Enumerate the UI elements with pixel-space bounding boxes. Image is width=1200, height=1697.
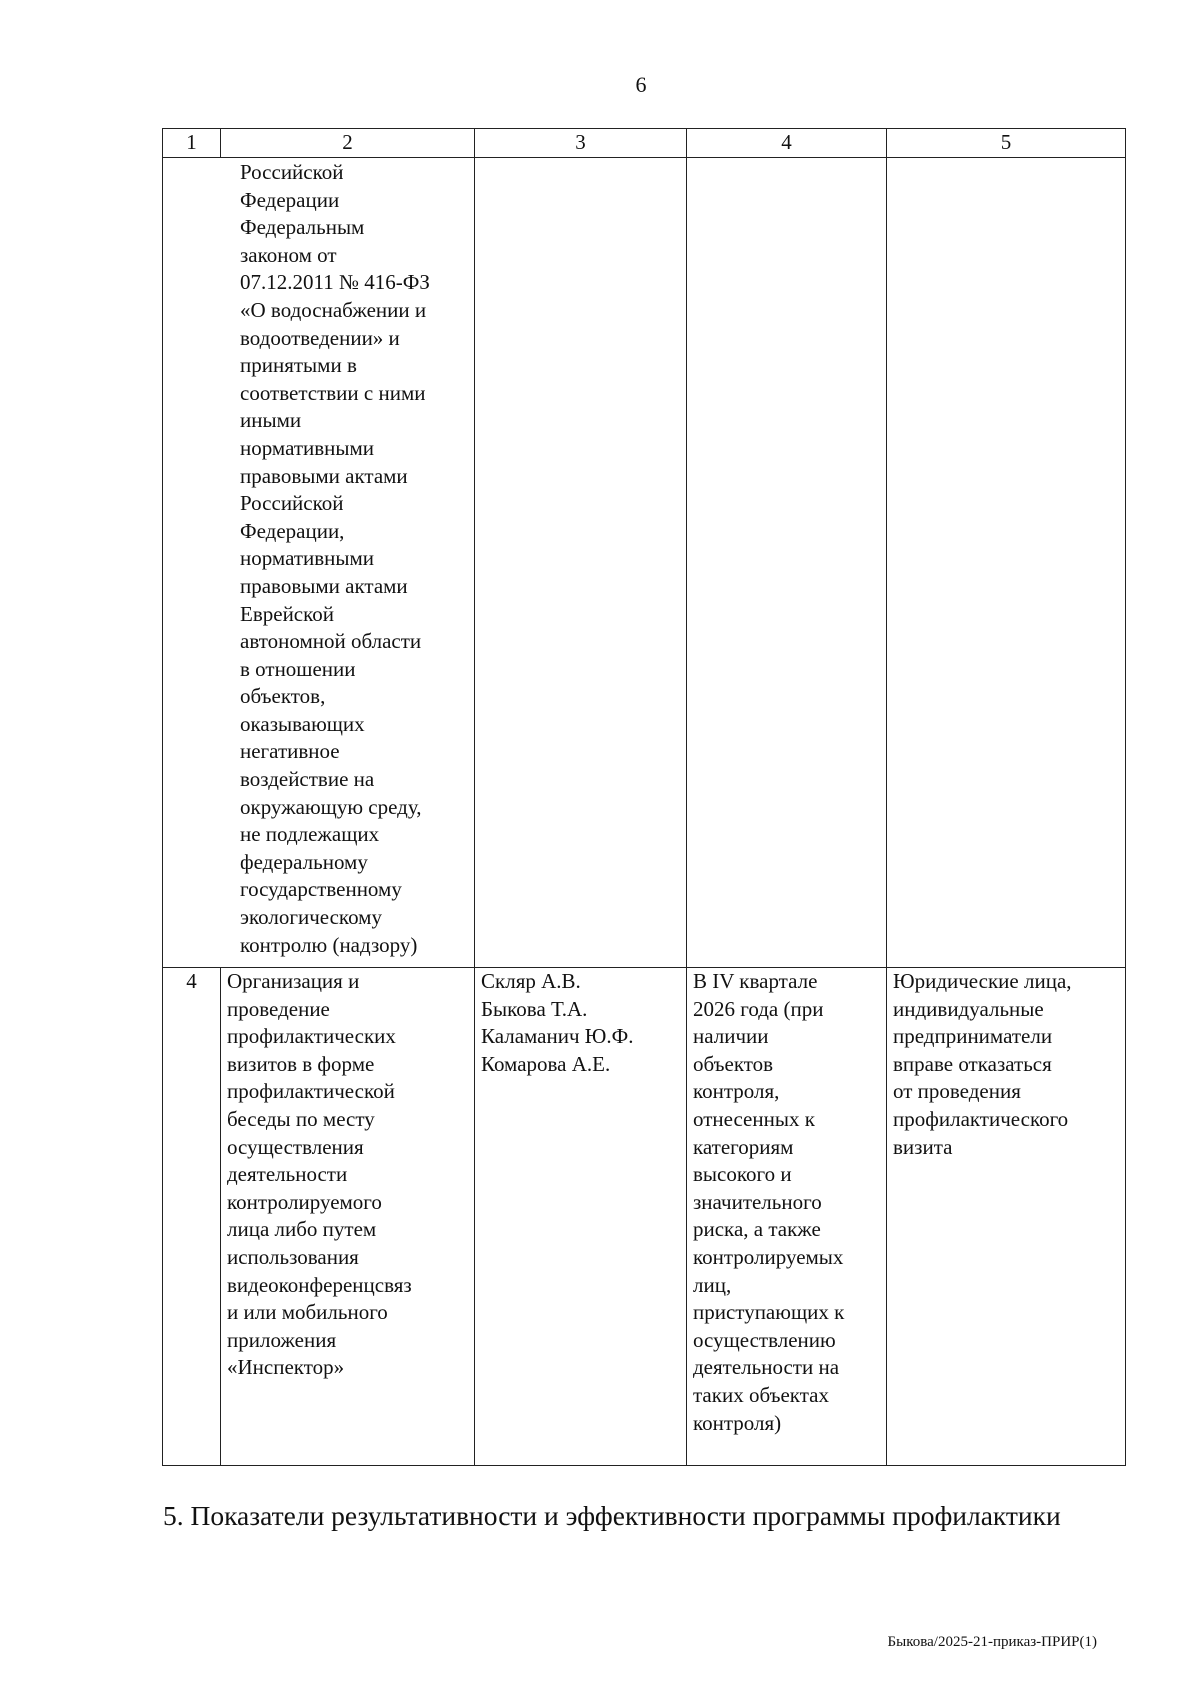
text-line: объектов xyxy=(693,1051,774,1076)
activities-table xyxy=(162,128,1126,1466)
text-line: нормативными xyxy=(240,435,375,460)
text-line: контролируемого xyxy=(227,1189,382,1214)
text-line: отнесенных к xyxy=(693,1106,815,1131)
text-line: приступающих к xyxy=(693,1300,845,1325)
continuation-empty-cell-3 xyxy=(475,158,687,968)
text-line: 07.12.2011 № 416-ФЗ xyxy=(240,270,430,295)
text-line: правовыми актами xyxy=(240,463,408,488)
text-line: Российской xyxy=(240,491,344,516)
text-line: визита xyxy=(893,1134,953,1159)
continuation-text xyxy=(240,159,470,959)
text-line: федеральному xyxy=(240,849,368,874)
continuation-empty-cell-5 xyxy=(887,158,1126,968)
text-line: Российской xyxy=(240,160,344,184)
text-line: приложения xyxy=(227,1327,337,1352)
text-line: от проведения xyxy=(893,1079,1021,1104)
text-line: и или мобильного xyxy=(227,1300,388,1325)
text-line: в отношении xyxy=(240,656,356,681)
text-line: Юридические лица, xyxy=(893,969,1072,993)
responsible-cell xyxy=(475,968,687,1466)
text-line: принятыми в xyxy=(240,353,357,378)
text-line: Федерации, xyxy=(240,518,345,543)
text-line: осуществлению xyxy=(693,1327,836,1352)
column-header-4: 4 xyxy=(687,129,887,158)
text-line: объектов, xyxy=(240,684,326,709)
text-line: вправе отказаться xyxy=(893,1051,1052,1076)
text-line: проведение xyxy=(227,996,330,1021)
text-line: индивидуальные xyxy=(893,996,1044,1021)
text-line: значительного xyxy=(693,1189,822,1214)
row-number: 4 xyxy=(163,968,221,1466)
note-cell xyxy=(887,968,1126,1466)
text-line: нормативными xyxy=(240,546,375,571)
text-line: 2026 года (при xyxy=(693,996,824,1021)
text-line: лица либо путем xyxy=(227,1217,377,1242)
text-line: соответствии с ними xyxy=(240,380,426,405)
text-line: Еврейской xyxy=(240,601,334,626)
deadline-cell xyxy=(687,968,887,1466)
continuation-text-cell xyxy=(163,158,475,968)
text-line: В IV квартале xyxy=(693,969,818,993)
text-line: наличии xyxy=(693,1024,769,1049)
text-line: водоотведении» и xyxy=(240,325,400,350)
table-header-row xyxy=(163,129,1126,158)
text-line: риска, а также xyxy=(693,1217,821,1242)
text-line: не подлежащих xyxy=(240,822,380,847)
text-line: экологическому xyxy=(240,905,382,930)
text-line: контролю (надзору) xyxy=(240,932,418,957)
text-line: Комарова А.Е. xyxy=(481,1051,611,1076)
text-line: «О водоснабжении и xyxy=(240,297,427,322)
text-line: профилактических xyxy=(227,1024,396,1049)
text-line: Федеральным xyxy=(240,215,365,240)
text-line: государственному xyxy=(240,877,402,902)
text-line: профилактической xyxy=(227,1079,395,1104)
text-line: Быкова Т.А. xyxy=(481,996,588,1021)
text-line: видеоконференцсвяз xyxy=(227,1272,412,1297)
deadline-text xyxy=(693,968,880,1437)
responsible-text xyxy=(481,968,680,1078)
text-line: контролируемых xyxy=(693,1244,844,1269)
text-line: профилактического xyxy=(893,1106,1069,1131)
activity-cell xyxy=(221,968,475,1466)
column-header-5: 5 xyxy=(887,129,1126,158)
text-line: Организация и xyxy=(227,969,360,993)
footer-reference: Быкова/2025-21-приказ-ПРИР(1) xyxy=(887,1634,1097,1650)
note-text xyxy=(893,968,1119,1161)
activity-text xyxy=(227,968,468,1382)
table-row-continuation xyxy=(163,158,1126,968)
section-heading: 5. Показатели результативности и эффективности программы профилактики xyxy=(163,1500,1061,1531)
text-line: высокого и xyxy=(693,1162,792,1187)
text-line: Каламанич Ю.Ф. xyxy=(481,1024,634,1049)
text-line: деятельности на xyxy=(693,1355,840,1380)
text-line: лиц, xyxy=(693,1272,732,1297)
text-line: категориям xyxy=(693,1134,794,1159)
text-line: Федерации xyxy=(240,187,340,212)
text-line: визитов в форме xyxy=(227,1051,375,1076)
text-line: контроля) xyxy=(693,1410,782,1435)
text-line: деятельности xyxy=(227,1162,348,1187)
page-number: 6 xyxy=(635,72,647,97)
text-line: беседы по месту xyxy=(227,1106,375,1131)
column-header-1: 1 xyxy=(163,129,221,158)
text-line: использования xyxy=(227,1244,359,1269)
text-line: контроля, xyxy=(693,1079,780,1104)
text-line: окружающую среду, xyxy=(240,794,422,819)
text-line: иными xyxy=(240,408,302,433)
text-line: законом от xyxy=(240,242,337,267)
text-line: таких объектах xyxy=(693,1382,829,1407)
text-line: Скляр А.В. xyxy=(481,969,581,993)
column-header-2: 2 xyxy=(221,129,475,158)
text-line: воздействие на xyxy=(240,767,375,792)
column-header-3: 3 xyxy=(475,129,687,158)
text-line: «Инспектор» xyxy=(227,1355,345,1380)
text-line: правовыми актами xyxy=(240,573,408,598)
table-row-4 xyxy=(163,968,1126,1466)
text-line: оказывающих xyxy=(240,711,365,736)
text-line: автономной области xyxy=(240,629,422,654)
text-line: предприниматели xyxy=(893,1024,1053,1049)
text-line: негативное xyxy=(240,739,340,764)
text-line: осуществления xyxy=(227,1134,364,1159)
continuation-empty-cell-4 xyxy=(687,158,887,968)
